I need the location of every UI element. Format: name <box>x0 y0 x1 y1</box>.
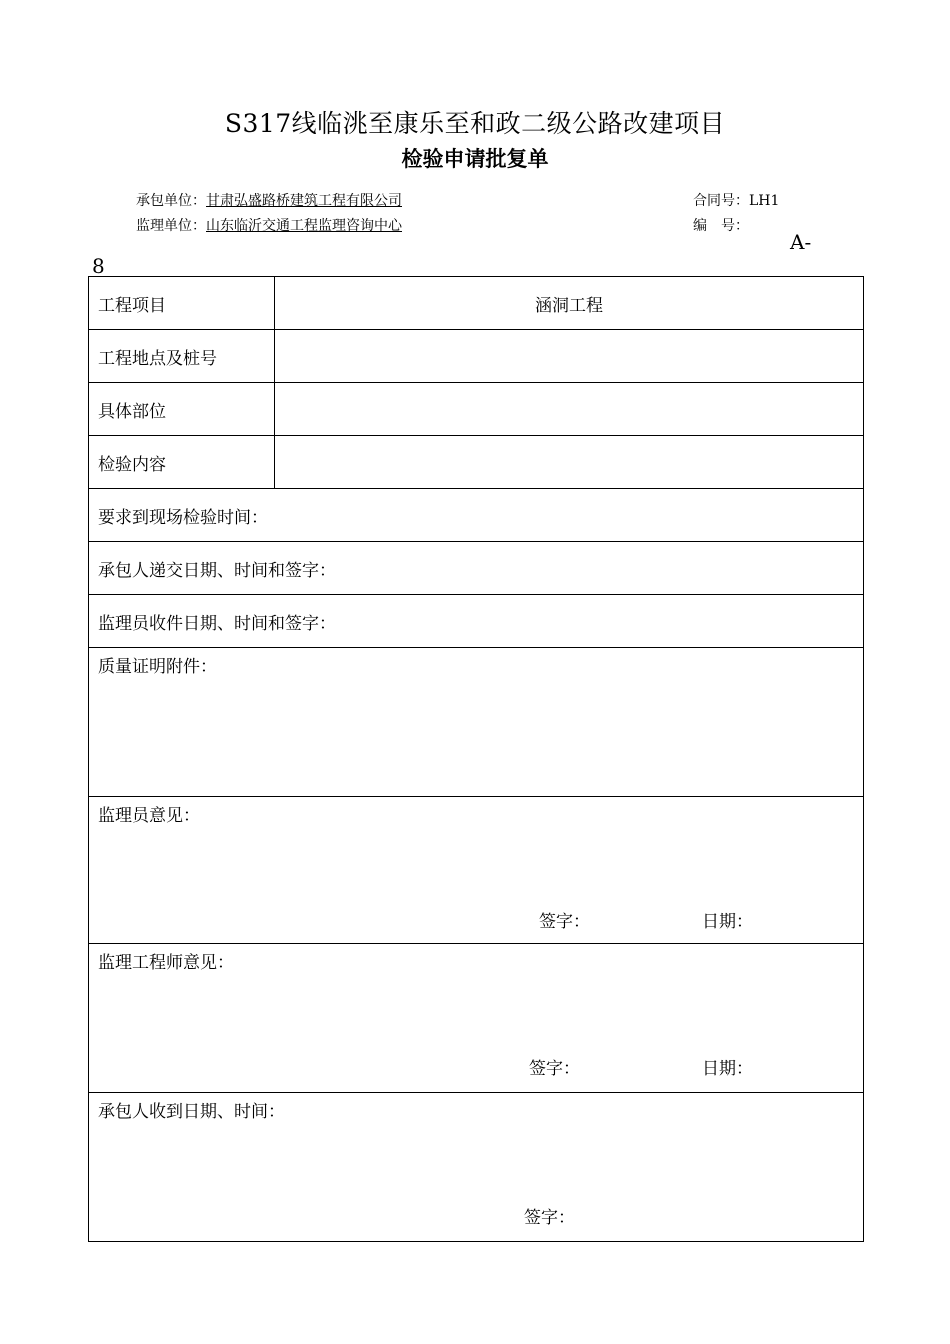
table-row <box>89 648 864 797</box>
contractor-receipt-field[interactable] <box>89 1093 864 1242</box>
table-row <box>89 542 864 595</box>
form-code: A- <box>790 230 812 254</box>
document-subtitle: 检验申请批复单 <box>401 146 549 171</box>
location-value[interactable] <box>275 330 864 383</box>
contract-no-value: LH1 <box>749 193 780 209</box>
inspection-form-table <box>88 276 864 1242</box>
table-row <box>89 1093 864 1242</box>
table-row <box>89 277 864 330</box>
content-label: 检验内容 <box>89 436 275 489</box>
engineer-opinion-field[interactable] <box>89 944 864 1093</box>
inspector-sign-label: 签字： <box>539 912 590 932</box>
contractor-line <box>136 190 402 210</box>
attachments-field[interactable]: 质量证明附件： <box>89 648 864 797</box>
engineer-sign-label: 签字： <box>529 1059 580 1079</box>
part-label: 具体部位 <box>89 383 275 436</box>
supervisor-label: 监理单位： <box>136 218 206 234</box>
submit-info-field[interactable]: 承包人递交日期、时间和签字： <box>89 542 864 595</box>
table-row <box>89 330 864 383</box>
project-label: 工程项目 <box>89 277 275 330</box>
inspector-opinion-label: 监理员意见： <box>98 806 200 826</box>
part-value[interactable] <box>275 383 864 436</box>
inspector-opinion-field[interactable] <box>89 797 864 944</box>
engineer-opinion-label: 监理工程师意见： <box>98 953 234 973</box>
supervisor-line <box>136 215 402 235</box>
project-value[interactable]: 涵洞工程 <box>275 277 864 330</box>
table-row <box>89 944 864 1093</box>
form-code-digit: 8 <box>92 254 105 278</box>
table-row <box>89 489 864 542</box>
receive-info-field[interactable]: 监理员收件日期、时间和签字： <box>89 595 864 648</box>
contractor-receipt-label: 承包人收到日期、时间： <box>98 1102 285 1122</box>
contract-no-line <box>693 190 779 210</box>
content-value[interactable] <box>275 436 864 489</box>
number-label: 编 号： <box>693 218 749 234</box>
contractor-label: 承包单位： <box>136 193 206 209</box>
supervisor-value: 山东临沂交通工程监理咨询中心 <box>206 218 402 234</box>
document-title: S317线临洮至康乐至和政二级公路改建项目 <box>224 109 726 138</box>
contract-no-label: 合同号： <box>693 193 749 209</box>
engineer-date-label: 日期： <box>702 1059 753 1079</box>
table-row <box>89 436 864 489</box>
table-row <box>89 797 864 944</box>
inspect-time-field[interactable]: 要求到现场检验时间： <box>89 489 864 542</box>
table-row <box>89 383 864 436</box>
contractor-value: 甘肃弘盛路桥建筑工程有限公司 <box>206 193 402 209</box>
location-label: 工程地点及桩号 <box>89 330 275 383</box>
contractor-sign-label: 签字： <box>524 1208 575 1228</box>
table-row <box>89 595 864 648</box>
inspector-date-label: 日期： <box>702 912 753 932</box>
